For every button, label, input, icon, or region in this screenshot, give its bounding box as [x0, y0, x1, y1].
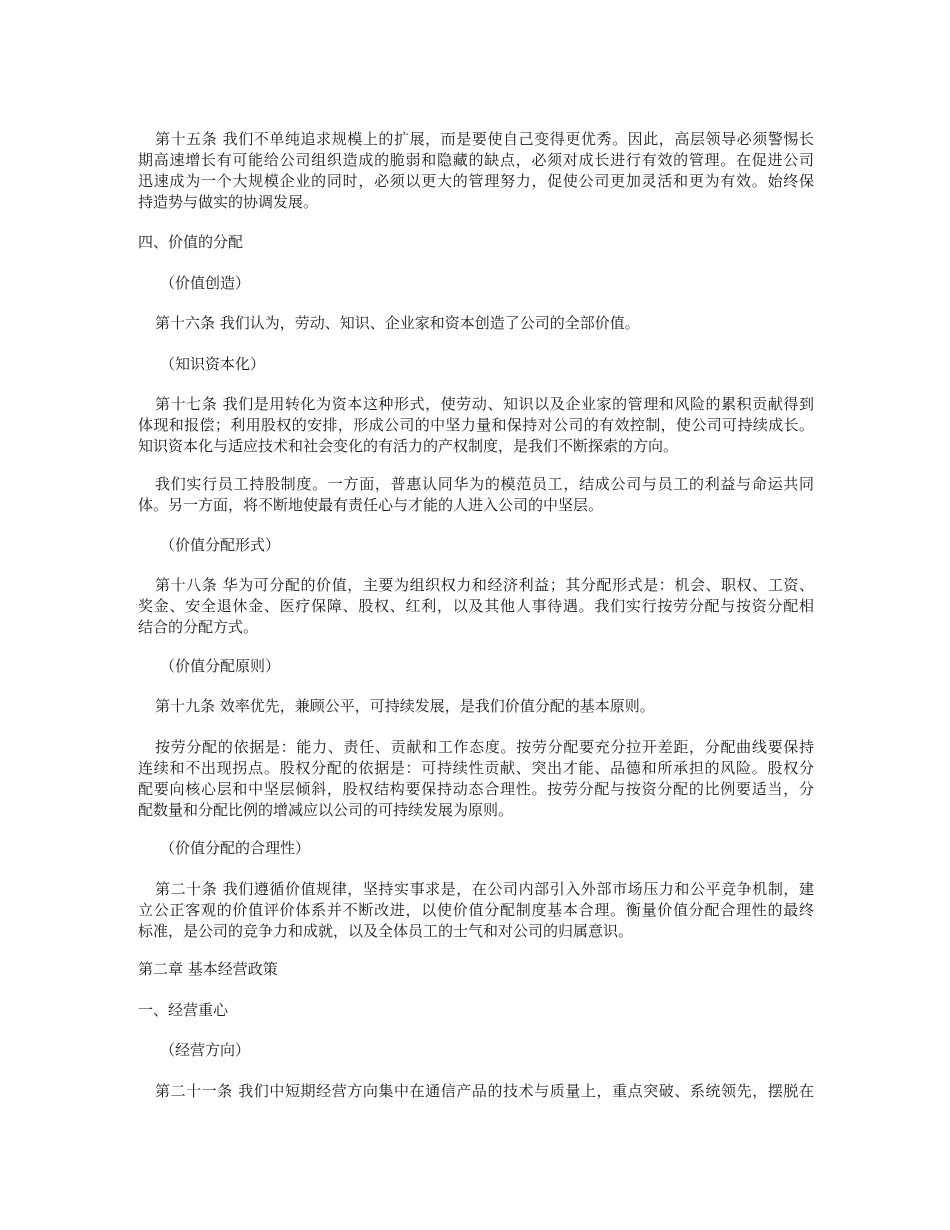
- article-15: [138, 129, 814, 213]
- subheading-distribution-rationality-text: （价值分配的合理性）: [160, 839, 311, 857]
- article-19-line-1: 第十九条 效率优先，兼顾公平，可持续发展，是我们价值分配的基本原则。: [155, 697, 655, 715]
- article-19-paragraph-2-line-1: 按劳分配的依据是：能力、责任、贡献和工作态度。按劳分配要充分拉开差距，分配曲线要保持: [155, 738, 814, 756]
- subheading-business-direction-text: （经营方向）: [160, 1041, 251, 1059]
- article-17-paragraph-2: [138, 474, 814, 516]
- article-18-line-1: 第十八条 华为可分配的价值，主要为组织权力和经济利益；其分配形式是：机会、职权、工资、: [155, 576, 814, 594]
- chapter-2-heading-text: 第二章 基本经营政策: [138, 960, 278, 978]
- section-1-heading-text: 一、经营重心: [138, 1001, 229, 1019]
- article-21-line-1: 第二十一条 我们中短期经营方向集中在通信产品的技术与质量上，重点突破、系统领先，摆脱在: [155, 1082, 814, 1100]
- article-15-line-3: 迅速成为一个大规模企业的同时，必须以更大的管理努力，促使公司更加灵活和更为有效。始终保: [138, 172, 814, 190]
- article-16-line-1: 第十六条 我们认为，劳动、知识、企业家和资本创造了公司的全部价值。: [155, 314, 640, 332]
- article-17-line-2: 体现和报偿；利用股权的安排，形成公司的中坚力量和保持对公司的有效控制，使公司可持续成长。: [138, 416, 814, 434]
- subheading-distribution-form-text: （价值分配形式）: [160, 536, 281, 554]
- subheading-value-creation-text: （价值创造）: [160, 274, 251, 292]
- article-18: [138, 575, 814, 638]
- section-1-heading: [138, 1000, 814, 1021]
- article-18-line-2: 奖金、安全退休金、医疗保障、股权、红利，以及其他人事待遇。我们实行按劳分配与按资分配相: [138, 597, 814, 615]
- article-19-paragraph-2-line-4: 配数量和分配比例的增减应以公司的可持续发展为原则。: [138, 801, 514, 819]
- article-19-paragraph-2: [138, 737, 814, 821]
- article-15-line-1: 第十五条 我们不单纯追求规模上的扩展，而是要使自己变得更优秀。因此，高层领导必须警惕长: [155, 130, 814, 148]
- subheading-distribution-form: [138, 535, 814, 556]
- article-20: [138, 879, 814, 942]
- subheading-distribution-rationality: [138, 838, 814, 859]
- article-16: [138, 313, 814, 334]
- subheading-business-direction: [138, 1040, 814, 1061]
- subheading-knowledge-capital-text: （知识资本化）: [160, 355, 266, 373]
- article-17: [138, 394, 814, 457]
- article-20-line-3: 标准，是公司的竞争力和成就，以及全体员工的士气和对公司的归属意识。: [138, 922, 634, 940]
- subheading-distribution-principle: [138, 656, 814, 677]
- article-17-line-3: 知识资本化与适应技术和社会变化的有活力的产权制度，是我们不断探索的方向。: [138, 437, 679, 455]
- subheading-value-creation: [138, 273, 814, 294]
- section-4-heading: [138, 232, 814, 253]
- article-21: [138, 1081, 814, 1102]
- article-15-line-4: 持造势与做实的协调发展。: [138, 193, 319, 211]
- article-20-line-1: 第二十条 我们遵循价值规律，坚持实事求是，在公司内部引入外部市场压力和公平竞争机制，建: [155, 880, 814, 898]
- chapter-2-heading: [138, 959, 814, 980]
- article-19-paragraph-2-line-3: 配要向核心层和中坚层倾斜，股权结构要保持动态合理性。按劳分配与按资分配的比例要适当，分: [138, 780, 814, 798]
- subheading-knowledge-capital: [138, 354, 814, 375]
- article-19-paragraph-2-line-2: 连续和不出现拐点。股权分配的依据是：可持续性贡献、突出才能、品德和所承担的风险。股权分: [138, 759, 814, 777]
- article-19: [138, 696, 814, 717]
- section-4-heading-text: 四、价值的分配: [138, 233, 244, 251]
- article-15-line-2: 期高速增长有可能给公司组织造成的脆弱和隐藏的缺点，必须对成长进行有效的管理。在促进公司: [138, 151, 814, 169]
- subheading-distribution-principle-text: （价值分配原则）: [160, 657, 281, 675]
- article-17-line-1: 第十七条 我们是用转化为资本这种形式，使劳动、知识以及企业家的管理和风险的累积贡献得到: [155, 395, 814, 413]
- article-17-paragraph-2-line-1: 我们实行员工持股制度。一方面，普惠认同华为的模范员工，结成公司与员工的利益与命运共同: [155, 475, 814, 493]
- article-20-line-2: 立公正客观的价值评价体系并不断改进，以使价值分配制度基本合理。衡量价值分配合理性的最终: [138, 901, 814, 919]
- article-18-line-3: 结合的分配方式。: [138, 618, 259, 636]
- article-17-paragraph-2-line-2: 体。另一方面，将不断地使最有责任心与才能的人进入公司的中坚层。: [138, 496, 604, 514]
